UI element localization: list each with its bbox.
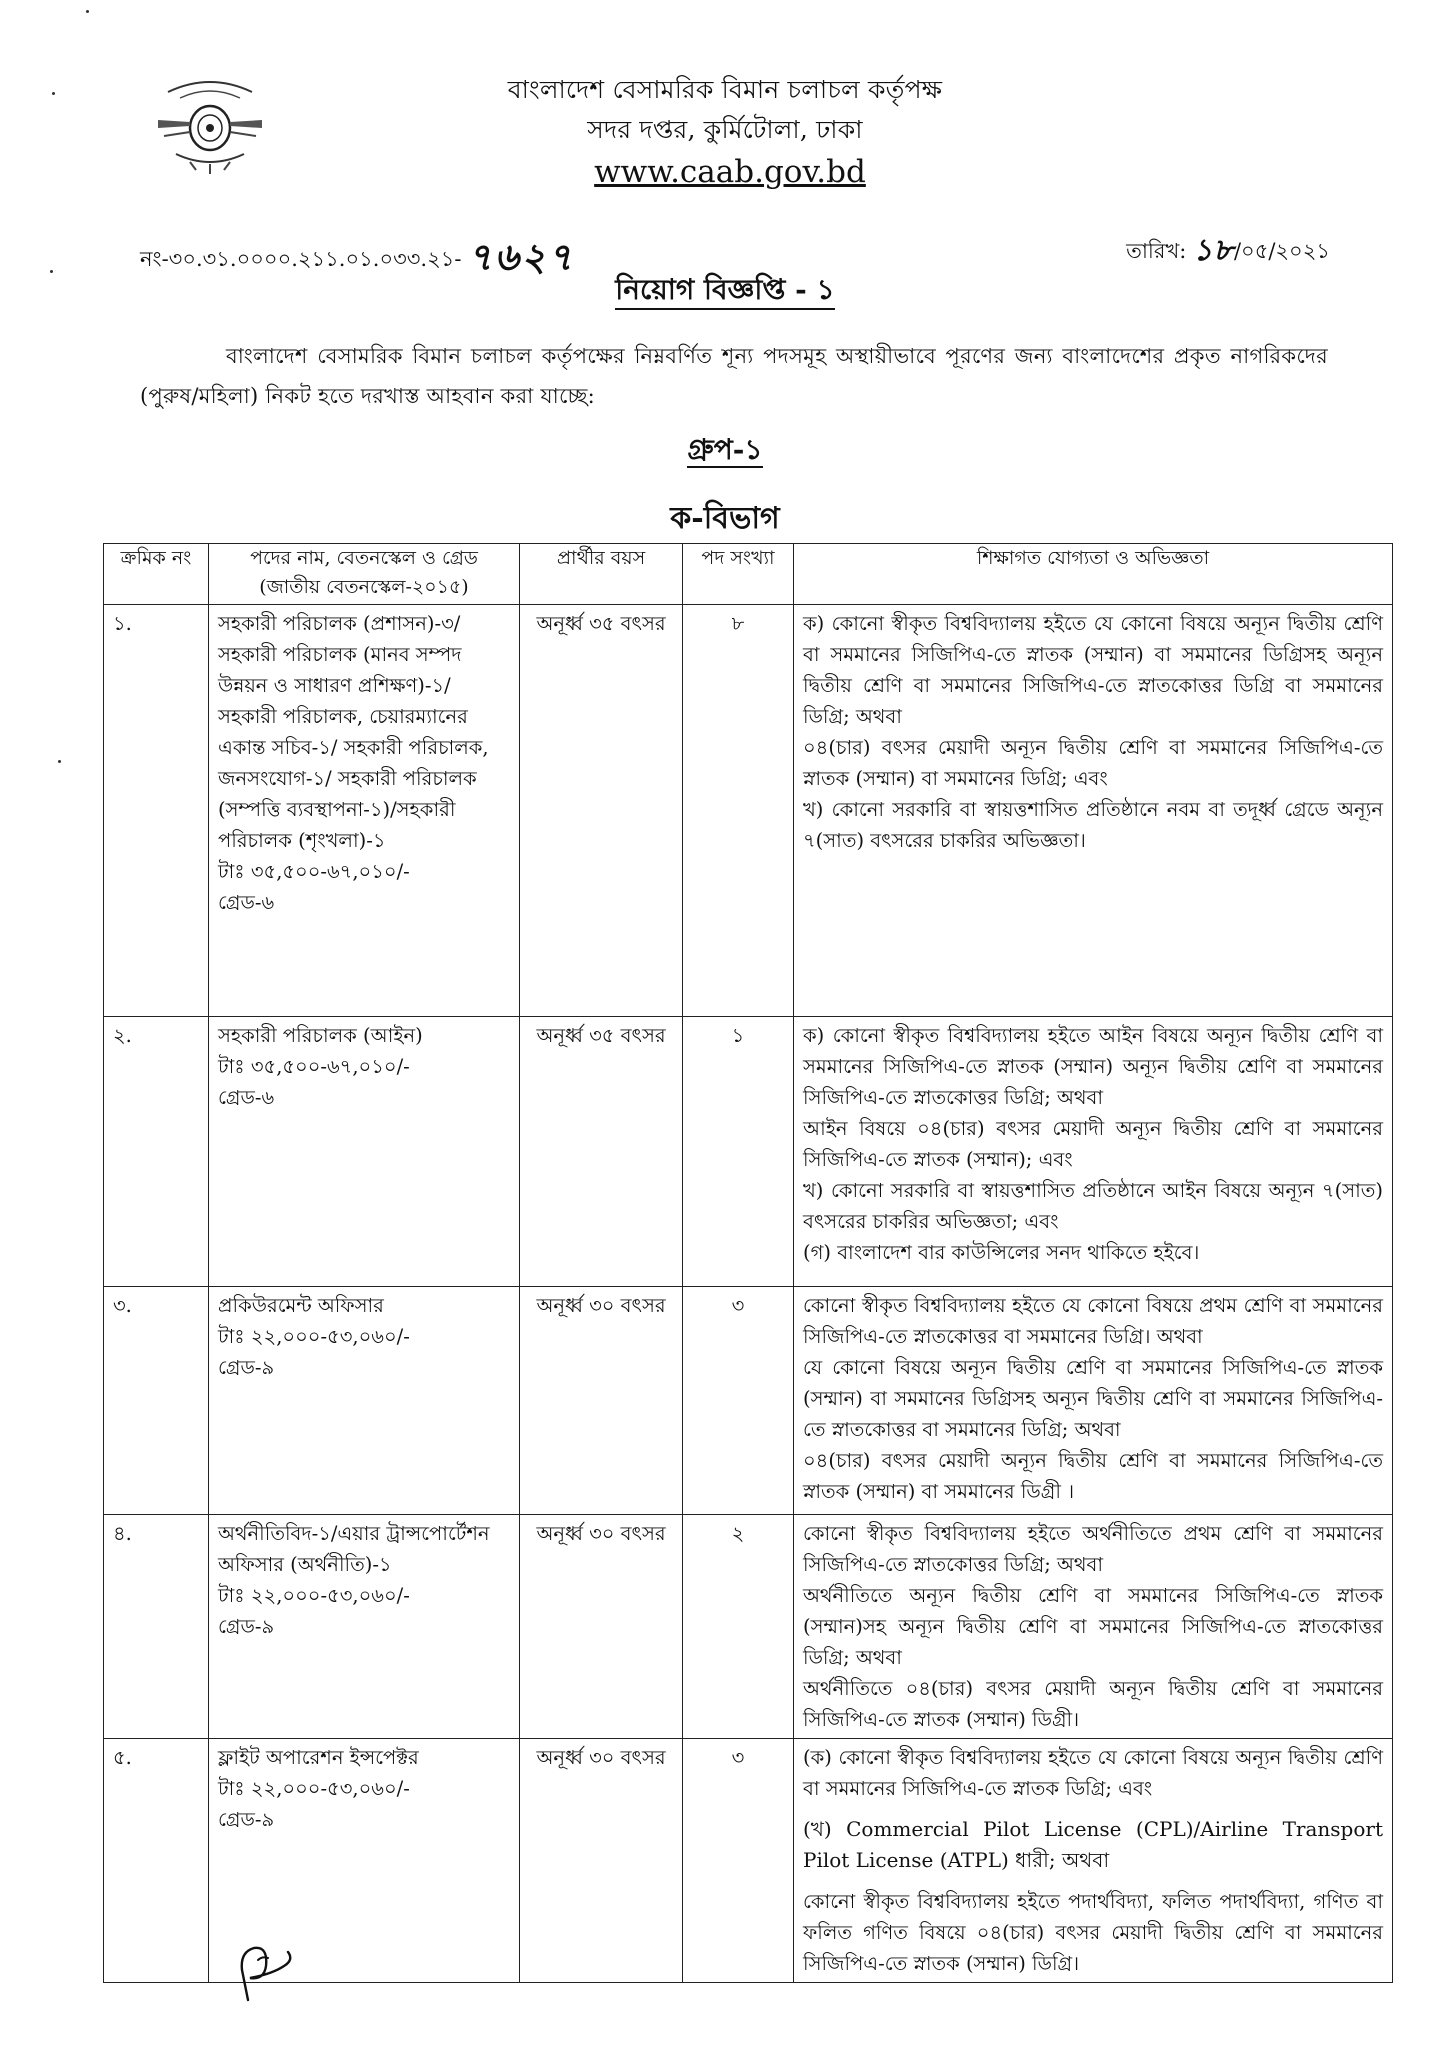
cell-post: [209, 1287, 520, 1515]
post-name: সহকারী পরিচালক (প্রশাসন)-৩/ সহকারী পরিচালক (মানব সম্পদ উন্নয়ন ও সাধারণ প্রশিক্ষণ)-১/ সহকারী পরিচালক, চেয়ারম্যানের একান্ত সচিব-১/ সহকারী পরিচালক, জনসংযোগ-১/ সহকারী পরিচালক (সম্পত্তি ব্যবস্থাপনা-১)/সহকারী পরিচালক (শৃংখলা)-১: [218, 612, 489, 852]
cell-age: অনূর্ধ্ব ৩০ বৎসর: [520, 1287, 683, 1515]
date-rest: /০৫/২০২১: [1233, 239, 1330, 263]
memo-row: [140, 222, 1330, 279]
date-handwritten: ১৮: [1193, 233, 1234, 268]
post-name: সহকারী পরিচালক (আইন): [218, 1024, 423, 1047]
office-address: সদর দপ্তর, কুর্মিটোলা, ঢাকা: [587, 115, 863, 144]
qualification-line: (ক) কোনো স্বীকৃত বিশ্ববিদ্যালয় হইতে যে কোনো বিষয়ে অন্যূন দ্বিতীয় শ্রেণি বা সমমানের সিজিপিএ-তে স্নাতক ডিগ্রি; এবং: [803, 1746, 1383, 1800]
qualification-line: কোনো স্বীকৃত বিশ্ববিদ্যালয় হইতে যে কোনো বিষয়ে প্রথম শ্রেণি বা সমমানের সিজিপিএ-তে স্নাতকোত্তর বা সমমানের ডিগ্রি। অথবা: [803, 1294, 1383, 1348]
qualification-line: অর্থনীতিতে ০৪(চার) বৎসর মেয়াদী অন্যূন দ্বিতীয় শ্রেণি বা সমমানের সিজিপিএ-তে স্নাতক (সম্মান) ডিগ্রী।: [803, 1677, 1383, 1731]
post-name: প্রকিউরমেন্ট অফিসার: [218, 1294, 384, 1317]
org-name: বাংলাদেশ বেসামরিক বিমান চলাচল কর্তৃপক্ষ: [507, 75, 943, 104]
cell-qualification: [794, 1017, 1393, 1287]
header-count: পদ সংখ্যা: [683, 544, 794, 605]
table-row: [104, 605, 1393, 1017]
qualification-line: অর্থনীতিতে অন্যূন দ্বিতীয় শ্রেণি বা সমমানের সিজিপিএ-তে স্নাতক (সম্মান)সহ অন্যূন দ্বিতীয় শ্রেণি বা সমমানের সিজিপিএ-তে স্নাতকোত্তর ডিগ্রি; অথবা: [803, 1584, 1383, 1669]
qualification-line: ক) কোনো স্বীকৃত বিশ্ববিদ্যালয় হইতে যে কোনো বিষয়ে অন্যূন দ্বিতীয় শ্রেণি বা সমমানের সিজিপিএ-তে স্নাতক (সম্মান) বা সমমানের ডিগ্রিসহ অন্যূন দ্বিতীয় শ্রেণি বা সমমানের সিজিপিএ-তে স্নাতকোত্তর ডিগ্রি বা সমমানের ডিগ্রি; অথবা: [803, 612, 1383, 728]
qualification-line: যে কোনো বিষয়ে অন্যূন দ্বিতীয় শ্রেণি বা সমমানের সিজিপিএ-তে স্নাতক (সম্মান) বা সমমানের ডিগ্রিসহ অন্যূন দ্বিতীয় শ্রেণি বা সমমানের সিজিপিএ-তে স্নাতকোত্তর বা সমমানের ডিগ্রি; অথবা: [803, 1356, 1383, 1441]
cell-count: ৩: [683, 1287, 794, 1515]
memo-number-handwritten: ৭৬২৭: [467, 234, 575, 279]
group-title-text: গ্রুপ-১: [687, 433, 763, 466]
qualification-line: খ) কোনো সরকারি বা স্বায়ত্তশাসিত প্রতিষ্ঠানে নবম বা তদূর্ধ্ব গ্রেডে অন্যূন ৭(সাত) বৎসরের চাকরির অভিজ্ঞতা।: [803, 798, 1383, 852]
qualification-line: (খ) Commercial Pilot License (CPL)/Airline Transport Pilot License (ATPL) ধারী; অথবা: [803, 1817, 1383, 1872]
post-pay: টাঃ ৩৫,৫০০-৬৭,০১০/-: [218, 1055, 410, 1078]
notice-title-text: নিয়োগ বিজ্ঞপ্তি - ১: [615, 273, 834, 310]
scan-speck: [86, 10, 89, 13]
qualification-line: ক) কোনো স্বীকৃত বিশ্ববিদ্যালয় হইতে আইন বিষয়ে অন্যূন দ্বিতীয় শ্রেণি বা সমমানের সিজিপিএ-তে স্নাতক (সম্মান) অন্যূন দ্বিতীয় শ্রেণি বা সমমানের সিজিপিএ-তে স্নাতকোত্তর ডিগ্রি; অথবা: [803, 1024, 1383, 1109]
table-row: [104, 1515, 1393, 1739]
cell-age: অনূর্ধ্ব ৩৫ বৎসর: [520, 605, 683, 1017]
header-serial: ক্রমিক নং: [104, 544, 209, 605]
header-age: প্রার্থীর বয়স: [520, 544, 683, 605]
cell-qualification: [794, 605, 1393, 1017]
header-post: পদের নাম, বেতনস্কেল ও গ্রেড (জাতীয় বেতনস্কেল-২০১৫): [209, 544, 520, 605]
posts-table: [103, 543, 1393, 1983]
cell-serial: ৪.: [104, 1515, 209, 1739]
post-grade: গ্রেড-৯: [218, 1808, 275, 1831]
group-title: [0, 428, 1450, 475]
cell-serial: ১.: [104, 605, 209, 1017]
cell-qualification: [794, 1739, 1393, 1983]
cell-post: [209, 1515, 520, 1739]
post-pay: টাঃ ৩৫,৫০০-৬৭,০১০/-: [218, 860, 410, 883]
post-name: অর্থনীতিবিদ-১/এয়ার ট্রান্সপোর্টেশন অফিসার (অর্থনীতি)-১: [218, 1522, 490, 1576]
post-grade: গ্রেড-৬: [218, 891, 275, 914]
cell-serial: ৩.: [104, 1287, 209, 1515]
scan-speck: [58, 760, 61, 763]
cell-qualification: [794, 1515, 1393, 1739]
handwritten-initial: [228, 1930, 318, 2010]
qualification-line: খ) কোনো সরকারি বা স্বায়ত্তশাসিত প্রতিষ্ঠানে আইন বিষয়ে অন্যূন ৭(সাত) বৎসরের চাকরির অভিজ্ঞতা; এবং: [803, 1179, 1383, 1233]
post-grade: গ্রেড-৯: [218, 1615, 275, 1638]
post-pay: টাঃ ২২,০০০-৫৩,০৬০/-: [218, 1777, 410, 1800]
cell-count: ৩: [683, 1739, 794, 1983]
qualification-line: কোনো স্বীকৃত বিশ্ববিদ্যালয় হইতে পদার্থবিদ্যা, ফলিত পদার্থবিদ্যা, গণিত বা ফলিত গণিত বিষয়ে ০৪(চার) বৎসর মেয়াদী দ্বিতীয় শ্রেণি বা সমমানের সিজিপিএ-তে স্নাতক (সম্মান) ডিগ্রি।: [803, 1890, 1383, 1975]
website-link[interactable]: www.caab.gov.bd: [594, 154, 866, 190]
qualification-line: ০৪(চার) বৎসর মেয়াদী অন্যূন দ্বিতীয় শ্রেণি বা সমমানের সিজিপিএ-তে স্নাতক (সম্মান) বা সমমানের ডিগ্রি; এবং: [803, 736, 1383, 790]
post-grade: গ্রেড-৬: [218, 1086, 275, 1109]
cell-qualification: [794, 1287, 1393, 1515]
cell-post: [209, 1017, 520, 1287]
memo-number-text: নং-৩০.৩১.০০০০.২১১.০১.০৩৩.২১-: [140, 247, 462, 271]
table-row: [104, 1287, 1393, 1515]
section-title: ক-বিভাগ: [670, 501, 780, 536]
header-qualification: শিক্ষাগত যোগ্যতা ও অভিজ্ঞতা: [794, 544, 1393, 605]
table-row: [104, 1017, 1393, 1287]
cell-age: অনূর্ধ্ব ৩৫ বৎসর: [520, 1017, 683, 1287]
cell-age: অনূর্ধ্ব ৩০ বৎসর: [520, 1515, 683, 1739]
post-grade: গ্রেড-৯: [218, 1356, 275, 1379]
qualification-line: ০৪(চার) বৎসর মেয়াদী অন্যূন দ্বিতীয় শ্রেণি বা সমমানের সিজিপিএ-তে স্নাতক (সম্মান) বা সমমানের ডিগ্রী ।: [803, 1449, 1383, 1503]
cell-age: অনূর্ধ্ব ৩০ বৎসর: [520, 1739, 683, 1983]
notice-title: [0, 268, 1450, 315]
letterhead: [0, 70, 1450, 194]
cell-count: ৮: [683, 605, 794, 1017]
post-pay: টাঃ ২২,০০০-৫৩,০৬০/-: [218, 1584, 410, 1607]
qualification-line: কোনো স্বীকৃত বিশ্ববিদ্যালয় হইতে অর্থনীতিতে প্রথম শ্রেণি বা সমমানের সিজিপিএ-তে স্নাতকোত্তর ডিগ্রি; অথবা: [803, 1522, 1383, 1576]
intro-paragraph: বাংলাদেশ বেসামরিক বিমান চলাচল কর্তৃপক্ষের নিম্নবর্ণিত শূন্য পদসমূহ অস্থায়ীভাবে পূরণের জন্য বাংলাদেশের প্রকৃত নাগরিকদের (পুরুষ/মহিলা) নিকট হতে দরখাস্ত আহবান করা যাচ্ছে:: [140, 344, 1328, 408]
qualification-line: (গ) বাংলাদেশ বার কাউন্সিলের সনদ থাকিতে হইবে।: [803, 1241, 1200, 1264]
cell-serial: ২.: [104, 1017, 209, 1287]
cell-count: ১: [683, 1017, 794, 1287]
cell-post: [209, 605, 520, 1017]
post-name: ফ্লাইট অপারেশন ইন্সপেক্টর: [218, 1746, 419, 1769]
post-pay: টাঃ ২২,০০০-৫৩,০৬০/-: [218, 1325, 410, 1348]
table-header-row: [104, 544, 1393, 605]
cell-serial: ৫.: [104, 1739, 209, 1983]
cell-count: ২: [683, 1515, 794, 1739]
qualification-line: আইন বিষয়ে ০৪(চার) বৎসর মেয়াদী অন্যূন দ্বিতীয় শ্রেণি বা সমমানের সিজিপিএ-তে স্নাতক (সম্মান); এবং: [803, 1117, 1383, 1171]
date-label: তারিখ:: [1126, 239, 1187, 263]
